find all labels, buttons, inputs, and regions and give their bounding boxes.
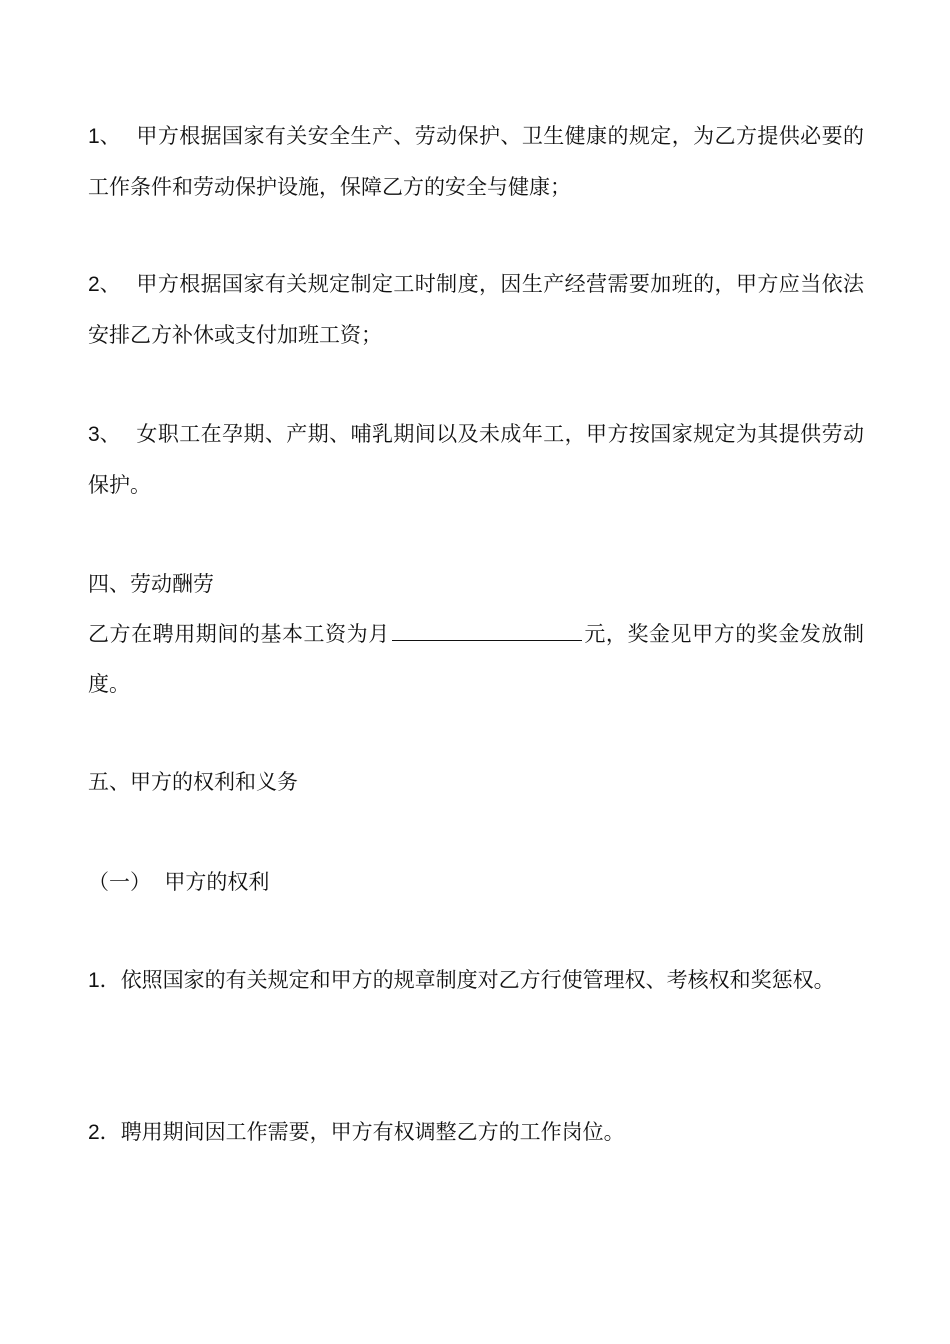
section-heading-5: 五、甲方的权利和义务 (88, 770, 298, 794)
clause-text: 甲方根据国家有关安全生产、劳动保护、卫生健康的规定，为乙方提供必要的工作条件和劳动保护设施，保障乙方的安全与健康； (88, 124, 864, 199)
right-number: 2． (88, 1121, 121, 1144)
clause-item-1 (88, 111, 864, 212)
right-number: 1． (88, 969, 121, 992)
section-heading-4: 四、劳动酬劳 (88, 572, 214, 596)
right-item-2 (88, 1107, 864, 1158)
right-item-1 (88, 955, 864, 1006)
wage-clause (88, 609, 864, 709)
clause-number: 1、 (88, 125, 121, 148)
clause-text: 甲方根据国家有关规定制定工时制度，因生产经营需要加班的，甲方应当依法安排乙方补休或支付加班工资； (88, 272, 864, 347)
wage-text-after: 元，奖金见甲方的奖金发放制度。 (88, 622, 865, 696)
clause-item-3 (88, 409, 864, 510)
right-text: 聘用期间因工作需要，甲方有权调整乙方的工作岗位。 (120, 1120, 625, 1144)
wage-blank-line (392, 614, 582, 641)
clause-text: 女职工在孕期、产期、哺乳期间以及未成年工，甲方按国家规定为其提供劳动保护。 (88, 422, 864, 497)
right-text: 依照国家的有关规定和甲方的规章制度对乙方行使管理权、考核权和奖惩权。 (120, 968, 835, 992)
clause-number: 2、 (88, 273, 121, 296)
subsection-heading-rights: （一） 甲方的权利 (88, 870, 270, 894)
wage-text-before: 乙方在聘用期间的基本工资为月 (88, 622, 390, 646)
clause-number: 3、 (88, 423, 121, 446)
clause-item-2 (88, 259, 864, 360)
